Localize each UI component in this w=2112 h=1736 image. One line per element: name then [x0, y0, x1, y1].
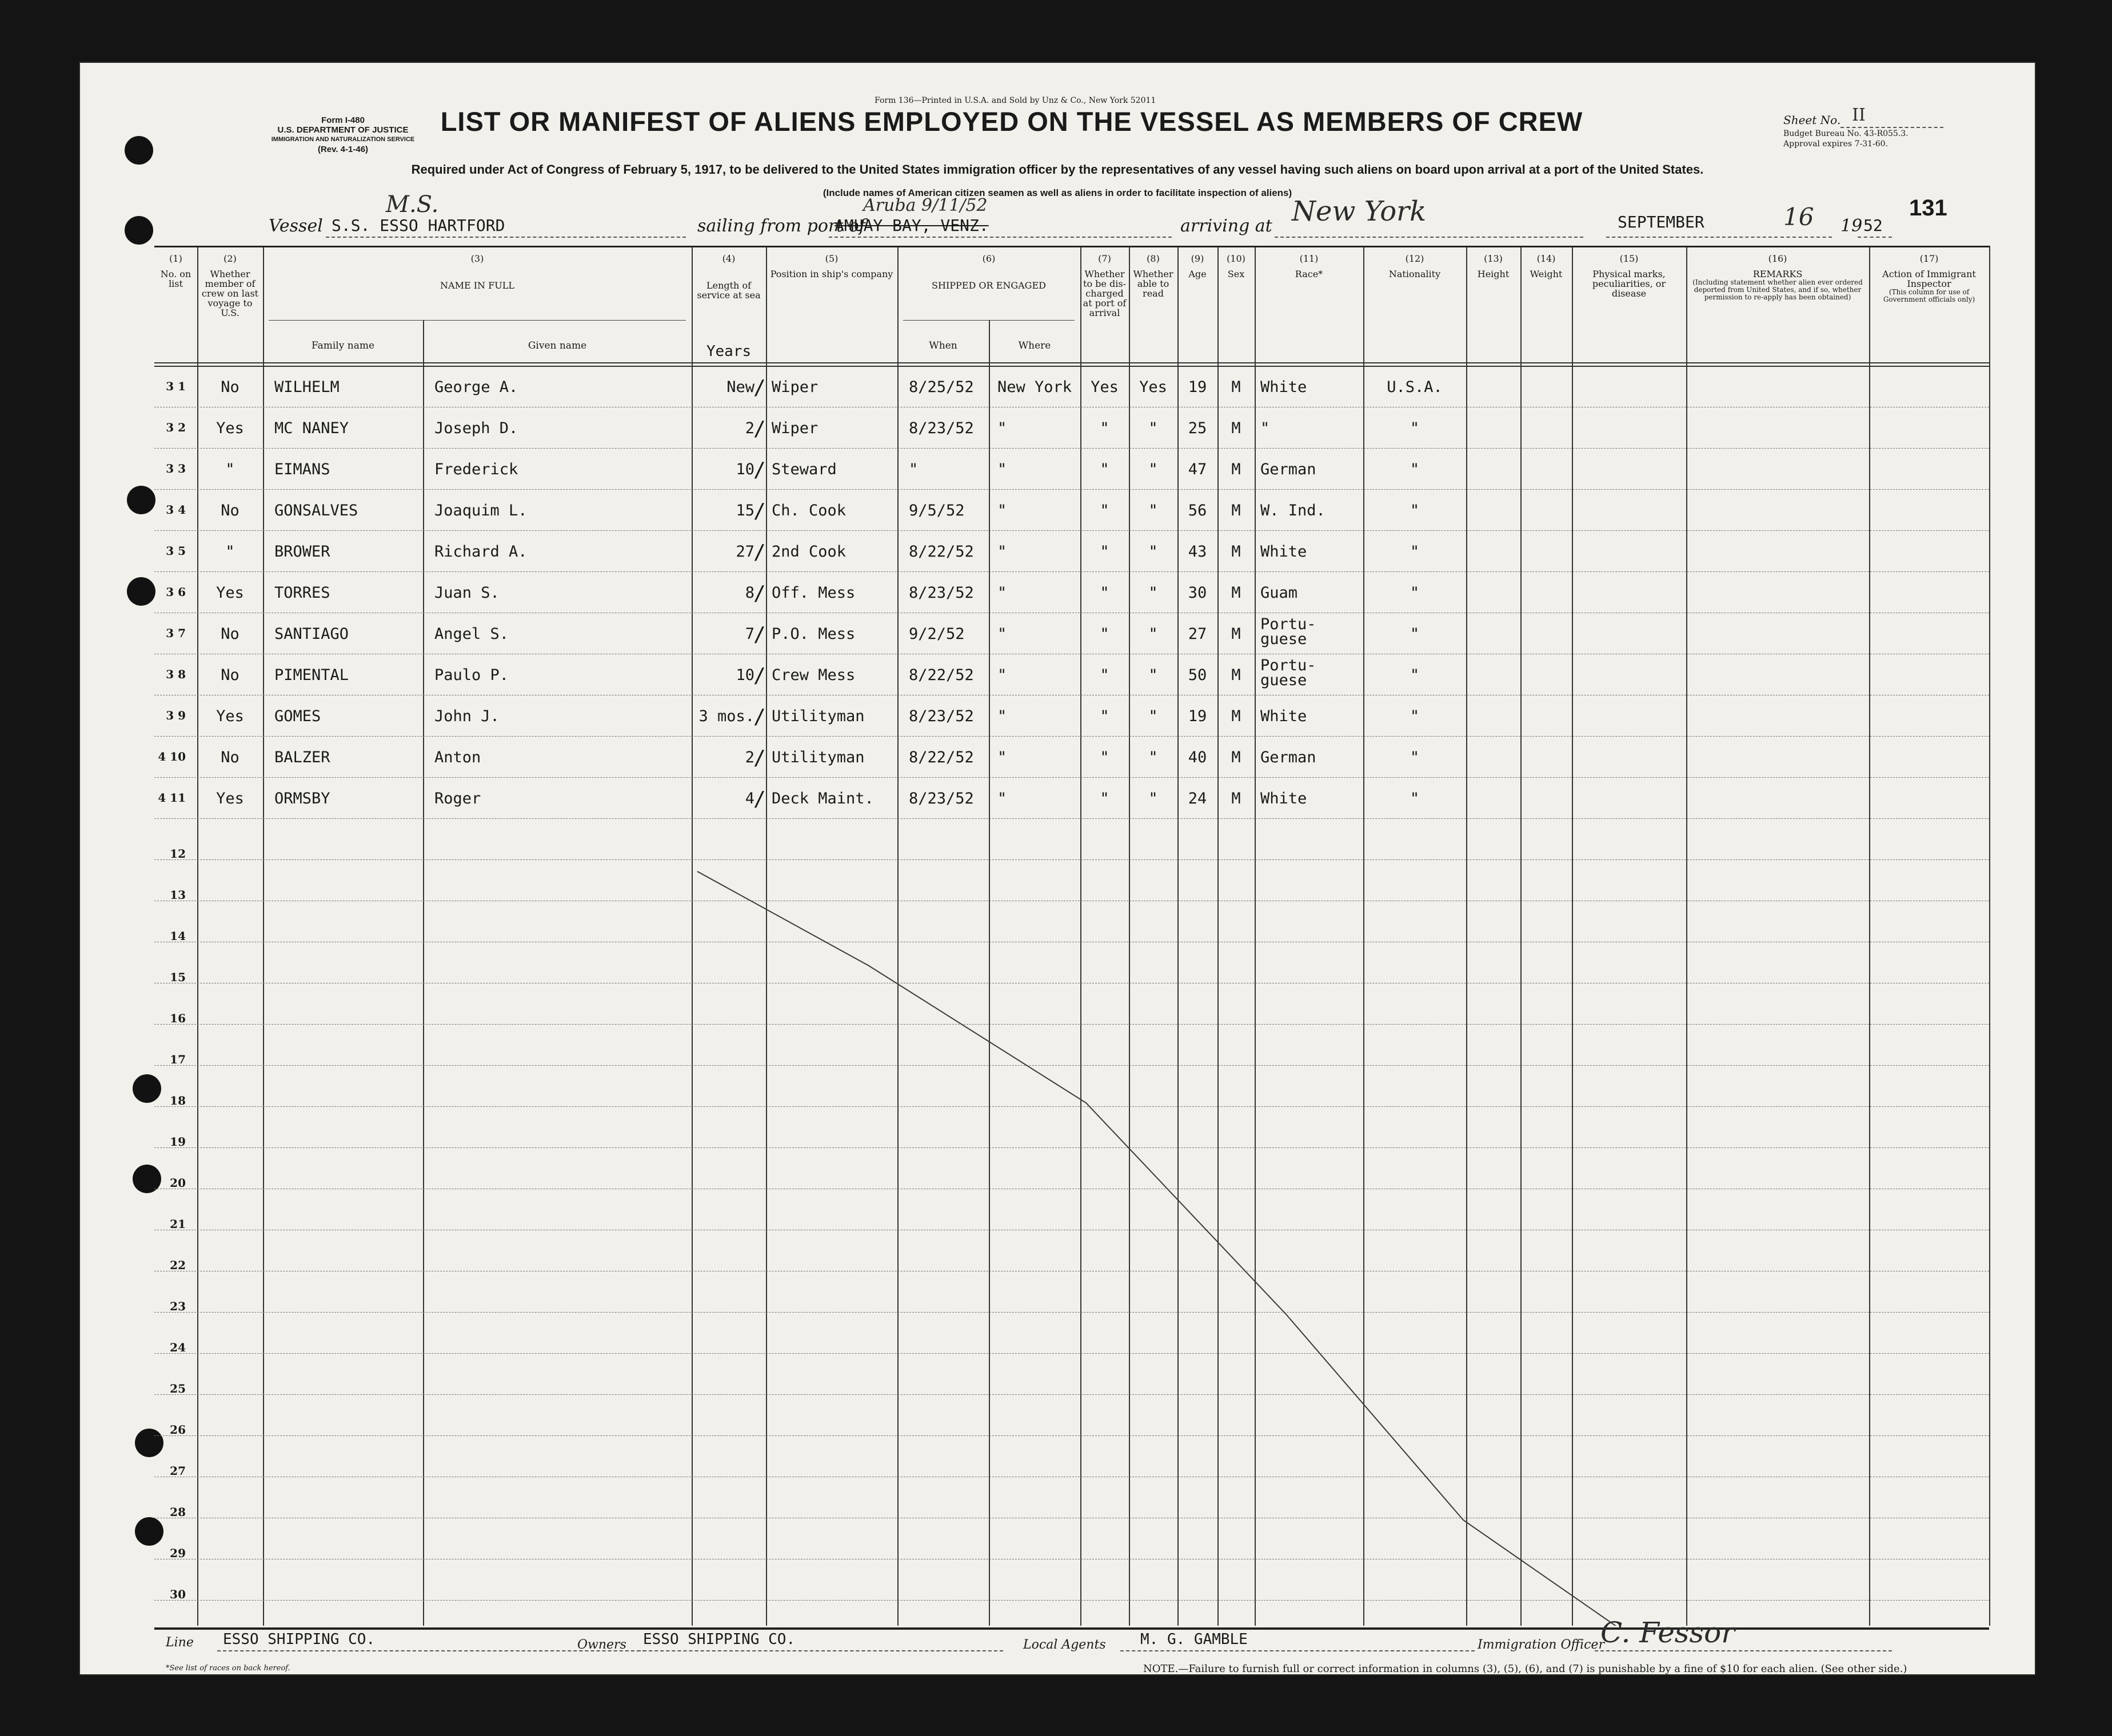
- cell-prev: No: [221, 625, 239, 643]
- column-label: Weight: [1530, 269, 1563, 279]
- column-number: (2): [223, 253, 237, 264]
- strike-through-line: [154, 246, 1989, 1626]
- cell-read: ": [1148, 461, 1158, 478]
- manifest-page: [80, 63, 2035, 1674]
- cell-service: 10: [736, 461, 754, 478]
- row-number: 3 4: [166, 503, 186, 517]
- cell-where: New York: [997, 378, 1072, 396]
- races-note: *See list of races on back hereof.: [166, 1664, 290, 1673]
- cell-service: 27: [736, 543, 754, 561]
- cell-discharge: ": [1100, 584, 1109, 602]
- row-number: 3 9: [166, 709, 186, 722]
- cell-when: 9/2/52: [909, 625, 965, 643]
- cell-sex: M: [1231, 419, 1241, 437]
- vessel-handwritten: M.S.: [386, 191, 439, 218]
- cell-race: Portu- guese: [1260, 657, 1316, 689]
- cell-read: ": [1148, 749, 1158, 766]
- cell-race: White: [1260, 790, 1307, 807]
- cell-nationality: ": [1410, 790, 1420, 807]
- row-number: 13: [170, 888, 186, 902]
- department: U.S. DEPARTMENT OF JUSTICE: [277, 125, 409, 135]
- row-number: 16: [170, 1011, 186, 1025]
- row-number: 15: [170, 970, 186, 984]
- arriving-label: arriving at: [1180, 216, 1272, 236]
- cell-nationality: ": [1410, 707, 1420, 725]
- row-number: 14: [170, 929, 186, 943]
- row-number: 3 8: [166, 667, 186, 681]
- cell-where: ": [997, 625, 1007, 643]
- row-number: 3 5: [166, 544, 186, 558]
- sub-column-label: Given name: [528, 340, 587, 351]
- cell-race: White: [1260, 543, 1307, 561]
- cell-family: BROWER: [274, 543, 330, 561]
- row-number: 18: [170, 1094, 186, 1107]
- row-number: 28: [170, 1505, 186, 1519]
- cell-family: GONSALVES: [274, 502, 358, 519]
- row-number: 21: [170, 1217, 186, 1231]
- column-number: (14): [1536, 253, 1556, 264]
- cell-nationality: ": [1410, 543, 1420, 561]
- column-label: Whether to be dis-charged at port of arrival: [1083, 269, 1127, 318]
- page-number: 131: [1909, 195, 1947, 221]
- row-number: 27: [170, 1464, 186, 1478]
- cell-service: 10: [736, 666, 754, 684]
- owners-value: ESSO SHIPPING CO.: [643, 1631, 796, 1648]
- owners-label: Owners: [577, 1638, 626, 1652]
- cell-when: 8/23/52: [909, 707, 974, 725]
- arrival-month: SEPTEMBER: [1618, 213, 1704, 231]
- service-check-mark: /: [753, 746, 766, 770]
- cell-position: Ch. Cook: [772, 502, 847, 519]
- cell-discharge: ": [1100, 749, 1109, 766]
- column-label: Sex: [1227, 269, 1245, 279]
- cell-sex: M: [1231, 666, 1241, 684]
- row-number: 17: [170, 1053, 186, 1066]
- column-number: (12): [1405, 253, 1424, 264]
- service-check-mark: /: [753, 458, 766, 482]
- cell-sex: M: [1231, 584, 1241, 602]
- sailing-label: sailing from port of: [697, 216, 865, 236]
- cell-when: 8/23/52: [909, 584, 974, 602]
- cell-when: 8/22/52: [909, 666, 974, 684]
- cell-race: Portu- guese: [1260, 615, 1316, 648]
- sub-column-label: When: [929, 340, 957, 351]
- form-id-block: [234, 115, 452, 154]
- cell-sex: M: [1231, 625, 1241, 643]
- cell-read: ": [1148, 666, 1158, 684]
- cell-given: Joaquim L.: [434, 502, 528, 519]
- cell-age: 30: [1188, 584, 1207, 602]
- row-number: 3 1: [166, 379, 186, 393]
- cell-read: ": [1148, 543, 1158, 561]
- cell-family: BALZER: [274, 749, 330, 766]
- cell-given: Angel S.: [434, 625, 509, 643]
- cell-nationality: ": [1410, 461, 1420, 478]
- cell-when: 8/25/52: [909, 378, 974, 396]
- cell-race: ": [1260, 419, 1270, 437]
- cell-nationality: ": [1410, 625, 1420, 643]
- cell-age: 47: [1188, 461, 1207, 478]
- cell-service: 4: [745, 790, 754, 807]
- cell-read: ": [1148, 625, 1158, 643]
- cell-nationality: ": [1410, 419, 1420, 437]
- cell-race: White: [1260, 707, 1307, 725]
- cell-position: Deck Maint.: [772, 790, 874, 807]
- column-number: (3): [470, 253, 484, 264]
- cell-service: 2: [745, 419, 754, 437]
- service: IMMIGRATION AND NATURALIZATION SERVICE: [271, 136, 415, 143]
- arrival-day: 16: [1783, 203, 1814, 231]
- cell-position: Utilityman: [772, 707, 865, 725]
- column-number: (5): [825, 253, 839, 264]
- column-label: Whether member of crew on last voyage to U.S.: [201, 269, 259, 318]
- service-check-mark: /: [753, 582, 766, 605]
- cell-sex: M: [1231, 461, 1241, 478]
- column-number: (8): [1147, 253, 1160, 264]
- cell-read: ": [1148, 584, 1158, 602]
- row-number: 26: [170, 1423, 186, 1437]
- cell-discharge: ": [1100, 502, 1109, 519]
- cell-position: Off. Mess: [772, 584, 856, 602]
- row-number: 4 11: [158, 791, 186, 805]
- cell-age: 25: [1188, 419, 1207, 437]
- page-title: LIST OR MANIFEST OF ALIENS EMPLOYED ON THE VESSEL AS MEMBERS OF CREW: [440, 106, 1583, 137]
- sub-column-label: Family name: [311, 340, 375, 351]
- column-label: Length of service at sea: [697, 280, 761, 301]
- cell-age: 50: [1188, 666, 1207, 684]
- cell-given: Richard A.: [434, 543, 528, 561]
- cell-nationality: ": [1410, 666, 1420, 684]
- column-label: Action of Immigrant Inspector: [1882, 269, 1976, 289]
- cell-when: 8/23/52: [909, 419, 974, 437]
- cell-position: Wiper: [772, 378, 819, 396]
- cell-discharge: ": [1100, 790, 1109, 807]
- column-label: Race*: [1295, 269, 1323, 279]
- cell-age: 24: [1188, 790, 1207, 807]
- cell-nationality: ": [1410, 502, 1420, 519]
- cell-where: ": [997, 419, 1007, 437]
- cell-age: 19: [1188, 707, 1207, 725]
- cell-sex: M: [1231, 543, 1241, 561]
- cell-when: 8/22/52: [909, 749, 974, 766]
- cell-nationality: U.S.A.: [1387, 378, 1443, 396]
- printer-note: Form 136—Printed in U.S.A. and Sold by Unz & Co., New York 52011: [875, 96, 1156, 105]
- cell-prev: ": [225, 543, 235, 561]
- cell-when: 8/23/52: [909, 790, 974, 807]
- cell-discharge: ": [1100, 707, 1109, 725]
- cell-family: EIMANS: [274, 461, 330, 478]
- vessel-label: Vessel: [269, 216, 323, 236]
- cell-sex: M: [1231, 749, 1241, 766]
- cell-read: ": [1148, 502, 1158, 519]
- cell-prev: No: [221, 502, 239, 519]
- cell-discharge: ": [1100, 419, 1109, 437]
- sub-column-label: Where: [1018, 340, 1051, 351]
- port-name: AMUAY BAY, VENZ.: [835, 216, 989, 235]
- row-number: 20: [170, 1176, 186, 1190]
- cell-race: Guam: [1260, 584, 1298, 602]
- cell-position: 2nd Cook: [772, 543, 847, 561]
- arrival-year: 52: [1863, 216, 1883, 235]
- vessel-name: S.S. ESSO HARTFORD: [332, 216, 505, 235]
- column-note: (This column for use of Government officials only): [1883, 288, 1975, 303]
- row-number: 30: [170, 1587, 186, 1601]
- cell-position: Crew Mess: [772, 666, 856, 684]
- column-note: (Including statement whether alien ever ordered deported from United States, and if so, whether permission to re-apply has been obtained): [1692, 278, 1863, 301]
- cell-age: 40: [1188, 749, 1207, 766]
- cell-nationality: ": [1410, 749, 1420, 766]
- column-label: NAME IN FULL: [440, 280, 514, 291]
- arriving-handwritten: New York: [1292, 195, 1427, 227]
- column-number: (4): [722, 253, 736, 264]
- agents-value: M. G. GAMBLE: [1140, 1631, 1248, 1648]
- row-number: 3 2: [166, 421, 186, 434]
- cell-service: New: [726, 378, 754, 396]
- cell-where: ": [997, 666, 1007, 684]
- port-handwritten: Aruba 9/11/52: [863, 195, 988, 215]
- cell-family: SANTIAGO: [274, 625, 349, 643]
- cell-service: 3 mos.: [698, 707, 754, 725]
- row-number: 29: [170, 1546, 186, 1560]
- column-number: (11): [1299, 253, 1319, 264]
- budget-bureau: Budget Bureau No. 43-R055.3.: [1783, 129, 1909, 138]
- cell-discharge: Yes: [1091, 378, 1119, 396]
- row-number: 25: [170, 1382, 186, 1395]
- column-number: (6): [982, 253, 996, 264]
- include-text: (Include names of American citizen seamen as well as aliens in order to facilitate inspection of aliens): [823, 187, 1292, 198]
- cell-where: ": [997, 543, 1007, 561]
- required-text: Required under Act of Congress of February 5, 1917, to be delivered to the United States immigration officer by the representatives of any vessel having such aliens on board upon arrival at a port of the United States.: [411, 162, 1704, 177]
- row-number: 3 6: [166, 585, 186, 599]
- cell-race: White: [1260, 378, 1307, 396]
- cell-service: 8: [745, 584, 754, 602]
- cell-service: 2: [745, 749, 754, 766]
- cell-discharge: ": [1100, 666, 1109, 684]
- service-check-mark: /: [753, 541, 766, 564]
- column-label: SHIPPED OR ENGAGED: [932, 280, 1046, 291]
- cell-family: GOMES: [274, 707, 321, 725]
- cell-sex: M: [1231, 378, 1241, 396]
- cell-prev: Yes: [216, 419, 244, 437]
- column-label: Age: [1188, 269, 1207, 279]
- cell-when: 9/5/52: [909, 502, 965, 519]
- revision: (Rev. 4-1-46): [317, 145, 369, 154]
- sheet-number: II: [1852, 105, 1866, 125]
- cell-prev: No: [221, 666, 239, 684]
- column-number: (10): [1227, 253, 1245, 264]
- cell-race: German: [1260, 749, 1316, 766]
- punch-hole: [125, 136, 153, 165]
- cell-read: ": [1148, 790, 1158, 807]
- agents-label: Local Agents: [1023, 1638, 1106, 1652]
- service-check-mark: /: [753, 787, 766, 811]
- cell-family: TORRES: [274, 584, 330, 602]
- fine-note: NOTE.—Failure to furnish full or correct information in columns (3), (5), (6), and (7) is punishable by a fine of $10 for each alien. (See other side.): [1143, 1663, 1907, 1675]
- service-check-mark: /: [753, 499, 766, 523]
- officer-label: Immigration Officer: [1478, 1638, 1604, 1652]
- service-check-mark: /: [753, 376, 766, 399]
- column-number: (7): [1098, 253, 1111, 264]
- row-number: 12: [170, 847, 186, 861]
- cell-given: Paulo P.: [434, 666, 509, 684]
- cell-prev: No: [221, 378, 239, 396]
- column-label: No. on list: [160, 269, 191, 289]
- column-label: Height: [1477, 269, 1510, 279]
- punch-hole: [125, 216, 153, 245]
- cell-read: ": [1148, 419, 1158, 437]
- cell-age: 27: [1188, 625, 1207, 643]
- service-check-mark: /: [753, 417, 766, 441]
- cell-prev: ": [225, 461, 235, 478]
- cell-where: ": [997, 584, 1007, 602]
- cell-given: Roger: [434, 790, 481, 807]
- cell-service: 7: [745, 625, 754, 643]
- cell-where: ": [997, 461, 1007, 478]
- cell-position: Wiper: [772, 419, 819, 437]
- crew-table: [154, 246, 1989, 1626]
- cell-sex: M: [1231, 790, 1241, 807]
- column-number: (1): [169, 253, 182, 264]
- approval: Approval expires 7-31-60.: [1783, 139, 1889, 149]
- cell-where: ": [997, 790, 1007, 807]
- service-check-mark: /: [753, 664, 766, 687]
- line-value: ESSO SHIPPING CO.: [223, 1631, 376, 1648]
- line-label: Line: [166, 1635, 194, 1650]
- cell-race: German: [1260, 461, 1316, 478]
- column-number: (16): [1768, 253, 1787, 264]
- row-number: 3 3: [166, 462, 186, 475]
- column-label: Whether able to read: [1133, 269, 1173, 299]
- cell-given: Joseph D.: [434, 419, 518, 437]
- row-number: 3 7: [166, 626, 186, 640]
- cell-prev: Yes: [216, 790, 244, 807]
- column-label: Nationality: [1388, 269, 1441, 279]
- cell-where: ": [997, 502, 1007, 519]
- column-rule: [1989, 246, 1990, 1626]
- cell-given: Juan S.: [434, 584, 500, 602]
- cell-given: George A.: [434, 378, 518, 396]
- cell-given: Anton: [434, 749, 481, 766]
- column-number: (9): [1191, 253, 1204, 264]
- cell-discharge: ": [1100, 625, 1109, 643]
- officer-signature: C. Fessor: [1600, 1616, 1735, 1649]
- service-check-mark: /: [753, 705, 766, 729]
- cell-family: PIMENTAL: [274, 666, 349, 684]
- cell-sex: M: [1231, 502, 1241, 519]
- cell-when: ": [909, 461, 919, 478]
- cell-nationality: ": [1410, 584, 1420, 602]
- column-label: REMARKS: [1752, 269, 1803, 279]
- cell-read: ": [1148, 707, 1158, 725]
- cell-discharge: ": [1100, 543, 1109, 561]
- cell-position: P.O. Mess: [772, 625, 856, 643]
- cell-position: Steward: [772, 461, 837, 478]
- row-number: 24: [170, 1341, 186, 1354]
- cell-age: 56: [1188, 502, 1207, 519]
- row-number: 23: [170, 1299, 186, 1313]
- cell-prev: No: [221, 749, 239, 766]
- cell-given: Frederick: [434, 461, 518, 478]
- form-number: Form I-480: [321, 115, 365, 125]
- cell-service: 15: [736, 502, 754, 519]
- cell-family: ORMSBY: [274, 790, 330, 807]
- column-number: (15): [1619, 253, 1639, 264]
- sub-column-label: Years: [706, 343, 752, 360]
- column-label: Position in ship's company: [770, 269, 893, 279]
- column-label: Physical marks, peculiarities, or disease: [1592, 269, 1666, 299]
- cell-race: W. Ind.: [1260, 502, 1326, 519]
- service-check-mark: /: [753, 623, 766, 646]
- year-prefix: 19: [1840, 216, 1863, 236]
- cell-age: 19: [1188, 378, 1207, 396]
- cell-given: John J.: [434, 707, 500, 725]
- cell-when: 8/22/52: [909, 543, 974, 561]
- column-number: (17): [1919, 253, 1939, 264]
- cell-family: MC NANEY: [274, 419, 349, 437]
- column-number: (13): [1484, 253, 1503, 264]
- cell-discharge: ": [1100, 461, 1109, 478]
- cell-position: Utilityman: [772, 749, 865, 766]
- cell-age: 43: [1188, 543, 1207, 561]
- cell-prev: Yes: [216, 584, 244, 602]
- row-number: 4 10: [158, 750, 186, 763]
- cell-family: WILHELM: [274, 378, 340, 396]
- cell-where: ": [997, 707, 1007, 725]
- sheet-label: Sheet No.: [1783, 113, 1841, 127]
- row-number: 22: [170, 1258, 186, 1272]
- cell-read: Yes: [1139, 378, 1167, 396]
- cell-sex: M: [1231, 707, 1241, 725]
- cell-where: ": [997, 749, 1007, 766]
- cell-prev: Yes: [216, 707, 244, 725]
- row-number: 19: [170, 1135, 186, 1149]
